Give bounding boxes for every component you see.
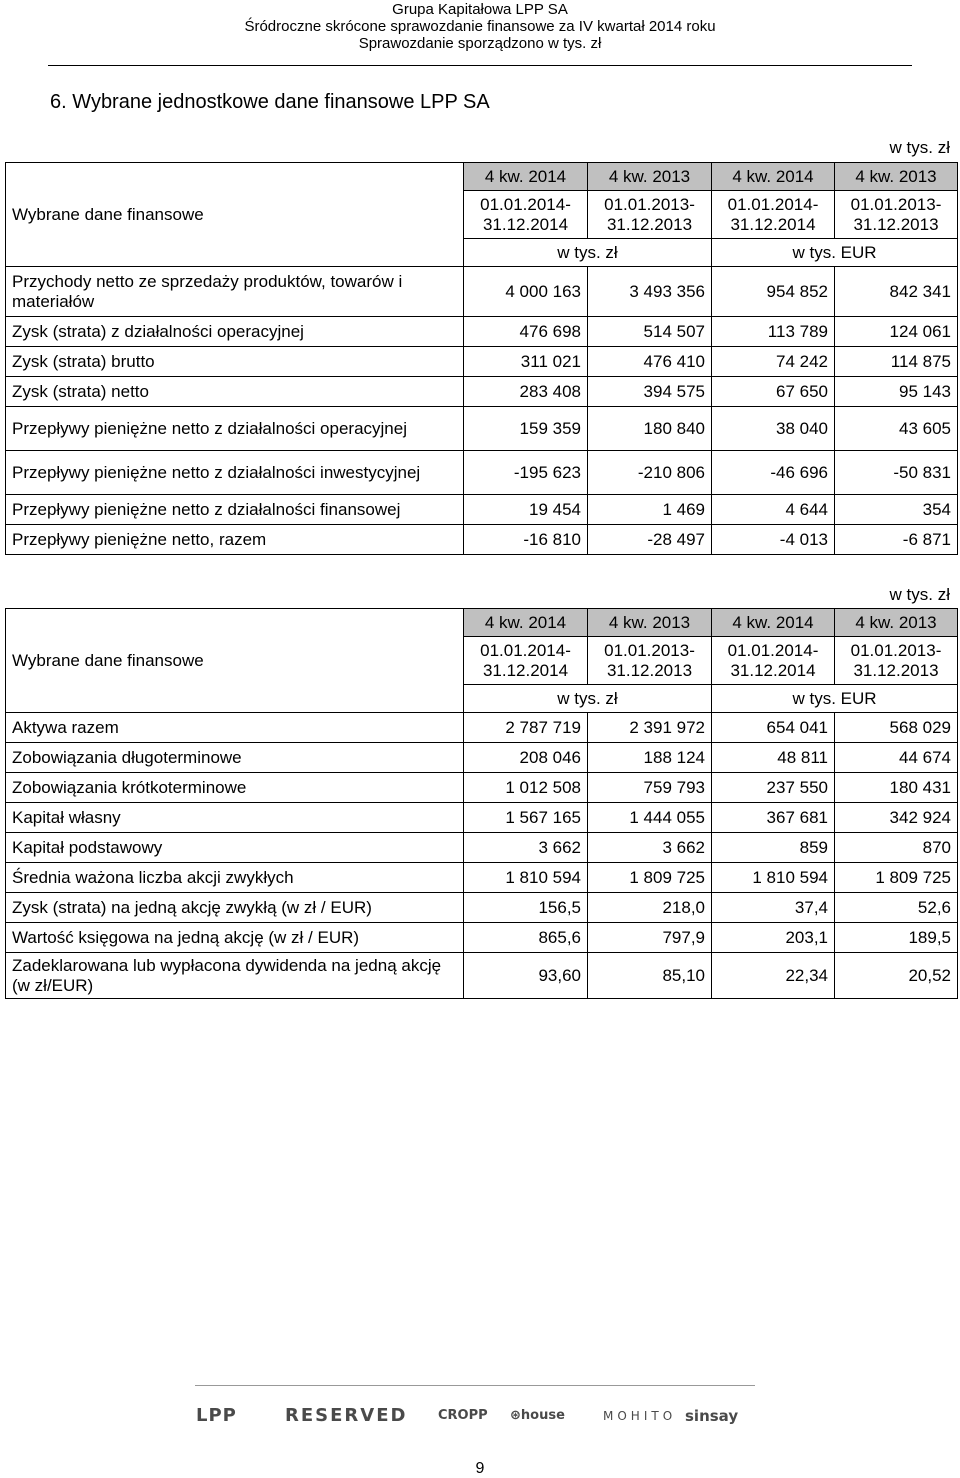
row-label: Zysk (strata) netto xyxy=(6,377,464,407)
row-label: Zysk (strata) z działalności operacyjnej xyxy=(6,317,464,347)
sinsay-logo: sinsay xyxy=(685,1407,739,1425)
row-value: 514 507 xyxy=(588,317,712,347)
row-value: 1 567 165 xyxy=(464,803,588,833)
row-value: 93,60 xyxy=(464,953,588,999)
row-value: 842 341 xyxy=(835,267,958,317)
row-label: Wartość księgowa na jedną akcję (w zł / EUR) xyxy=(6,923,464,953)
row-value: 4 644 xyxy=(712,495,835,525)
table-row xyxy=(6,743,958,773)
row-value: 4 000 163 xyxy=(464,267,588,317)
row-value: -6 871 xyxy=(835,525,958,555)
table2-period: 01.01.2013- 31.12.2013 xyxy=(835,637,958,685)
table1-unit-note: w tys. zł xyxy=(889,138,950,157)
table2-unit-eur: w tys. EUR xyxy=(712,685,958,713)
row-value: 568 029 xyxy=(835,713,958,743)
row-value: 1 810 594 xyxy=(464,863,588,893)
row-label: Zobowiązania krótkoterminowe xyxy=(6,773,464,803)
row-value: 1 444 055 xyxy=(588,803,712,833)
table-row xyxy=(6,773,958,803)
table1-period: 01.01.2013- 31.12.2013 xyxy=(835,191,958,239)
table1-quarter: 4 kw. 2013 xyxy=(588,163,712,191)
row-value: 1 810 594 xyxy=(712,863,835,893)
table1-unit-pln: w tys. zł xyxy=(464,239,712,267)
table-row xyxy=(6,377,958,407)
row-value: 180 840 xyxy=(588,407,712,451)
row-value: 85,10 xyxy=(588,953,712,999)
table1-period: 01.01.2014- 31.12.2014 xyxy=(712,191,835,239)
row-value: 394 575 xyxy=(588,377,712,407)
row-value: 2 787 719 xyxy=(464,713,588,743)
row-value: 1 012 508 xyxy=(464,773,588,803)
row-value: 180 431 xyxy=(835,773,958,803)
row-value: 476 698 xyxy=(464,317,588,347)
row-label: Przepływy pieniężne netto, razem xyxy=(6,525,464,555)
table-row xyxy=(6,495,958,525)
row-value: 283 408 xyxy=(464,377,588,407)
table2-quarter: 4 kw. 2014 xyxy=(464,609,588,637)
row-value: -46 696 xyxy=(712,451,835,495)
table-row xyxy=(6,833,958,863)
row-value: 3 493 356 xyxy=(588,267,712,317)
row-label: Przepływy pieniężne netto z działalności operacyjnej xyxy=(6,407,464,451)
row-value: 188 124 xyxy=(588,743,712,773)
row-value: 37,4 xyxy=(712,893,835,923)
row-value: 354 xyxy=(835,495,958,525)
row-value: -195 623 xyxy=(464,451,588,495)
cropp-logo: CROPP xyxy=(438,1408,488,1423)
table1-label-header: Wybrane dane finansowe xyxy=(6,163,464,267)
header-divider xyxy=(48,65,912,66)
row-value: 189,5 xyxy=(835,923,958,953)
table1-quarter: 4 kw. 2013 xyxy=(835,163,958,191)
table-row xyxy=(6,803,958,833)
row-value: 1 469 xyxy=(588,495,712,525)
row-value: 1 809 725 xyxy=(835,863,958,893)
table-row xyxy=(6,451,958,495)
row-value: -4 013 xyxy=(712,525,835,555)
table-row xyxy=(6,953,958,999)
row-label: Kapitał własny xyxy=(6,803,464,833)
house-icon: ⊛ xyxy=(510,1408,521,1423)
row-label: Zadeklarowana lub wypłacona dywidenda na jedną akcję (w zł/EUR) xyxy=(6,953,464,999)
row-label: Aktywa razem xyxy=(6,713,464,743)
income-cashflow-table xyxy=(5,162,958,555)
row-value: 311 021 xyxy=(464,347,588,377)
reserved-logo: RESERVED xyxy=(285,1405,408,1426)
row-value: 3 662 xyxy=(464,833,588,863)
table2-period: 01.01.2014- 31.12.2014 xyxy=(464,637,588,685)
table2-period: 01.01.2013- 31.12.2013 xyxy=(588,637,712,685)
row-value: 52,6 xyxy=(835,893,958,923)
lpp-logo: LPP xyxy=(196,1405,237,1426)
row-value: 113 789 xyxy=(712,317,835,347)
row-value: 654 041 xyxy=(712,713,835,743)
table2-unit-note: w tys. zł xyxy=(889,585,950,604)
table2-quarter: 4 kw. 2013 xyxy=(588,609,712,637)
row-value: 38 040 xyxy=(712,407,835,451)
table1-quarter: 4 kw. 2014 xyxy=(464,163,588,191)
row-label: Średnia ważona liczba akcji zwykłych xyxy=(6,863,464,893)
header-company: Grupa Kapitałowa LPP SA xyxy=(392,1,568,18)
table-row xyxy=(6,317,958,347)
page-number: 9 xyxy=(475,1460,485,1477)
row-value: 1 809 725 xyxy=(588,863,712,893)
row-label: Przepływy pieniężne netto z działalności finansowej xyxy=(6,495,464,525)
table-row xyxy=(6,893,958,923)
row-value: 759 793 xyxy=(588,773,712,803)
footer-divider xyxy=(195,1385,755,1386)
row-value: 22,34 xyxy=(712,953,835,999)
row-value: 20,52 xyxy=(835,953,958,999)
row-value: 476 410 xyxy=(588,347,712,377)
row-value: 44 674 xyxy=(835,743,958,773)
row-label: Przychody netto ze sprzedaży produktów, towarów i materiałów xyxy=(6,267,464,317)
balance-sheet-table xyxy=(5,608,958,999)
row-value: 114 875 xyxy=(835,347,958,377)
row-value: 156,5 xyxy=(464,893,588,923)
row-value: 159 359 xyxy=(464,407,588,451)
table-row xyxy=(6,713,958,743)
row-value: 124 061 xyxy=(835,317,958,347)
header-report: Śródroczne skrócone sprawozdanie finansowe za IV kwartał 2014 roku xyxy=(244,18,716,35)
row-value: 954 852 xyxy=(712,267,835,317)
table1-unit-eur: w tys. EUR xyxy=(712,239,958,267)
row-value: 208 046 xyxy=(464,743,588,773)
brand-logos xyxy=(0,1405,960,1431)
table1-period: 01.01.2013- 31.12.2013 xyxy=(588,191,712,239)
table-row xyxy=(6,525,958,555)
row-value: 48 811 xyxy=(712,743,835,773)
row-value: 342 924 xyxy=(835,803,958,833)
table-row xyxy=(6,923,958,953)
table1-quarter: 4 kw. 2014 xyxy=(712,163,835,191)
mohito-logo: MOHITO xyxy=(603,1409,677,1423)
row-value: 95 143 xyxy=(835,377,958,407)
row-value: -210 806 xyxy=(588,451,712,495)
table1-period: 01.01.2014- 31.12.2014 xyxy=(464,191,588,239)
row-value: 3 662 xyxy=(588,833,712,863)
row-value: 859 xyxy=(712,833,835,863)
row-value: 2 391 972 xyxy=(588,713,712,743)
table2-quarter: 4 kw. 2013 xyxy=(835,609,958,637)
table2-unit-pln: w tys. zł xyxy=(464,685,712,713)
row-value: -28 497 xyxy=(588,525,712,555)
row-value: -50 831 xyxy=(835,451,958,495)
row-value: -16 810 xyxy=(464,525,588,555)
table2-label-header: Wybrane dane finansowe xyxy=(6,609,464,713)
row-value: 218,0 xyxy=(588,893,712,923)
row-label: Zobowiązania długoterminowe xyxy=(6,743,464,773)
table-row xyxy=(6,407,958,451)
row-value: 367 681 xyxy=(712,803,835,833)
row-value: 797,9 xyxy=(588,923,712,953)
header-unit-note: Sprawozdanie sporządzono w tys. zł xyxy=(358,35,602,52)
row-value: 237 550 xyxy=(712,773,835,803)
section-title: 6. Wybrane jednostkowe dane finansowe LPP SA xyxy=(50,91,490,113)
table-row xyxy=(6,267,958,317)
row-label: Kapitał podstawowy xyxy=(6,833,464,863)
row-value: 19 454 xyxy=(464,495,588,525)
house-logo: ⊛house xyxy=(510,1408,565,1423)
row-value: 74 242 xyxy=(712,347,835,377)
row-label: Zysk (strata) brutto xyxy=(6,347,464,377)
row-label: Zysk (strata) na jedną akcję zwykłą (w zł / EUR) xyxy=(6,893,464,923)
table2-quarter: 4 kw. 2014 xyxy=(712,609,835,637)
row-value: 870 xyxy=(835,833,958,863)
table-row xyxy=(6,347,958,377)
row-label: Przepływy pieniężne netto z działalności inwestycyjnej xyxy=(6,451,464,495)
table2-period: 01.01.2014- 31.12.2014 xyxy=(712,637,835,685)
row-value: 43 605 xyxy=(835,407,958,451)
row-value: 67 650 xyxy=(712,377,835,407)
row-value: 203,1 xyxy=(712,923,835,953)
row-value: 865,6 xyxy=(464,923,588,953)
table-row xyxy=(6,863,958,893)
